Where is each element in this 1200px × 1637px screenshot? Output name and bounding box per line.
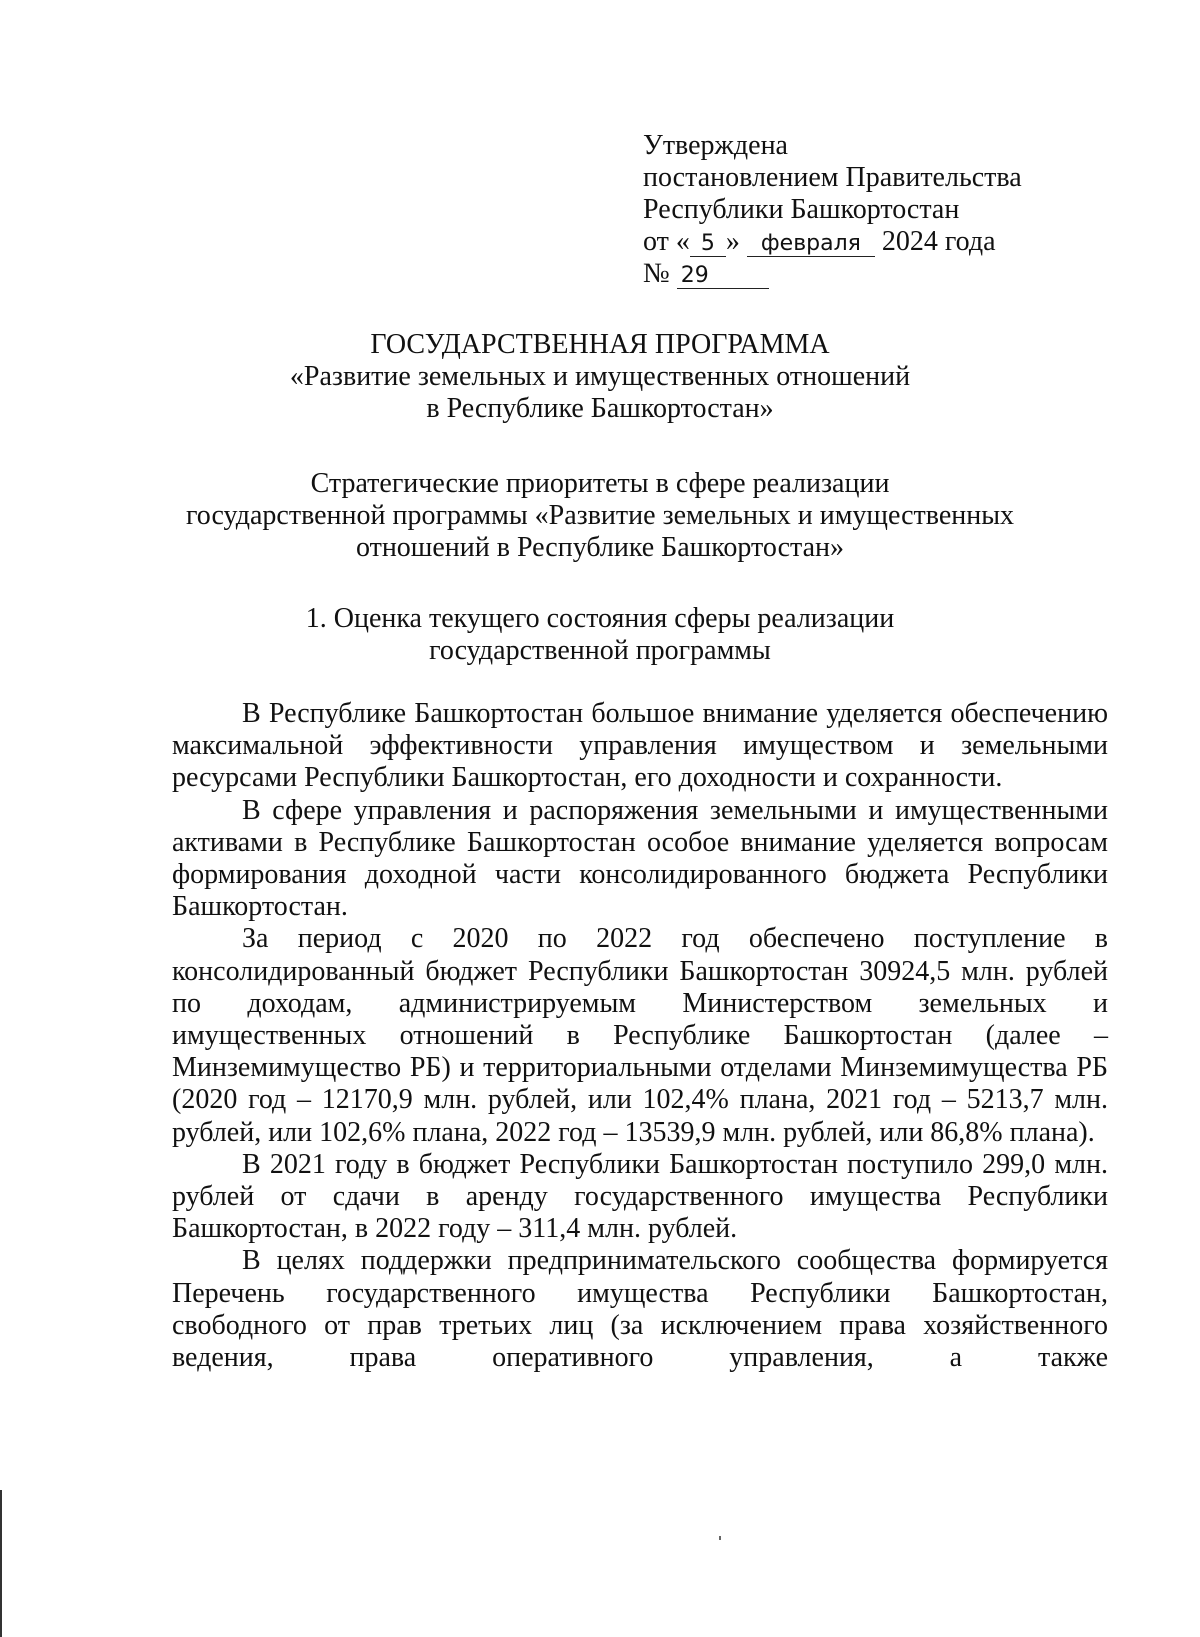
program-subtitle xyxy=(0,468,1200,564)
date-day: 5 xyxy=(690,232,726,257)
subtitle-line: государственной программы «Развитие земельных и имущественных xyxy=(185,500,1015,531)
date-year: 2024 года xyxy=(881,226,996,257)
subtitle-line: отношений в Республике Башкортостан» xyxy=(355,532,845,563)
number-prefix: № xyxy=(643,258,670,289)
scan-dot xyxy=(719,1536,721,1540)
paragraph: В 2021 году в бюджет Республики Башкортостан поступило 299,0 млн. рублей от сдачи в аренду государственного имущества Республики Башкортостан, в 2022 году – 311,4 млн. рублей. xyxy=(172,1148,1108,1245)
section-line: государственной программы xyxy=(429,635,771,666)
date-mid: » xyxy=(725,226,740,257)
title-line: «Развитие земельных и имущественных отношений xyxy=(289,361,911,392)
scan-edge-mark xyxy=(0,1490,2,1637)
paragraph: В сфере управления и распоряжения земельными и имущественными активами в Республике Башкортостан особое внимание уделяется вопросам формирования доходной части консолидированного бюджета Республики Башкортостан. xyxy=(172,794,1108,923)
approval-block xyxy=(643,130,1022,290)
date-month: февраля xyxy=(747,232,875,257)
title-line: ГОСУДАРСТВЕННАЯ ПРОГРАММА xyxy=(370,329,830,360)
paragraph: В целях поддержки предпринимательского сообщества формируется Перечень государственного имущества Республики Башкортостан, свободного от прав третьих лиц (за исключением права хозяйственного ведения, права оперативного управления, а также xyxy=(172,1245,1108,1374)
approval-line: Утверждена xyxy=(643,130,788,161)
paragraph: За период с 2020 по 2022 год обеспечено поступление в консолидированный бюджет Республики Башкортостан 30924,5 млн. рублей по доходам, администрируемым Министерством земельных и имущественных отношений в Республике Башкортостан (далее – Минземимущество РБ) и территориальными отделами Минземимущества РБ (2020 год – 12170,9 млн. рублей, или 102,4% плана, 2021 год – 5213,7 млн. рублей, или 102,6% плана, 2022 год – 13539,9 млн. рублей, или 86,8% плана). xyxy=(172,923,1108,1148)
approval-date xyxy=(643,226,1022,258)
number-value: 29 xyxy=(677,264,769,289)
approval-line: Республики Башкортостан xyxy=(643,194,960,225)
program-title xyxy=(0,329,1200,425)
body-text xyxy=(172,698,1108,1374)
approval-number xyxy=(643,258,1022,290)
section-line: 1. Оценка текущего состояния сферы реализации xyxy=(305,603,895,634)
paragraph: В Республике Башкортостан большое внимание уделяется обеспечению максимальной эффективности управления имуществом и земельными ресурсами Республики Башкортостан, его доходности и сохранности. xyxy=(172,698,1108,794)
section-heading xyxy=(0,603,1200,667)
date-prefix: от « xyxy=(643,226,690,257)
approval-line: постановлением Правительства xyxy=(643,162,1022,193)
subtitle-line: Стратегические приоритеты в сфере реализации xyxy=(310,468,890,499)
title-line: в Республике Башкортостан» xyxy=(426,393,774,424)
